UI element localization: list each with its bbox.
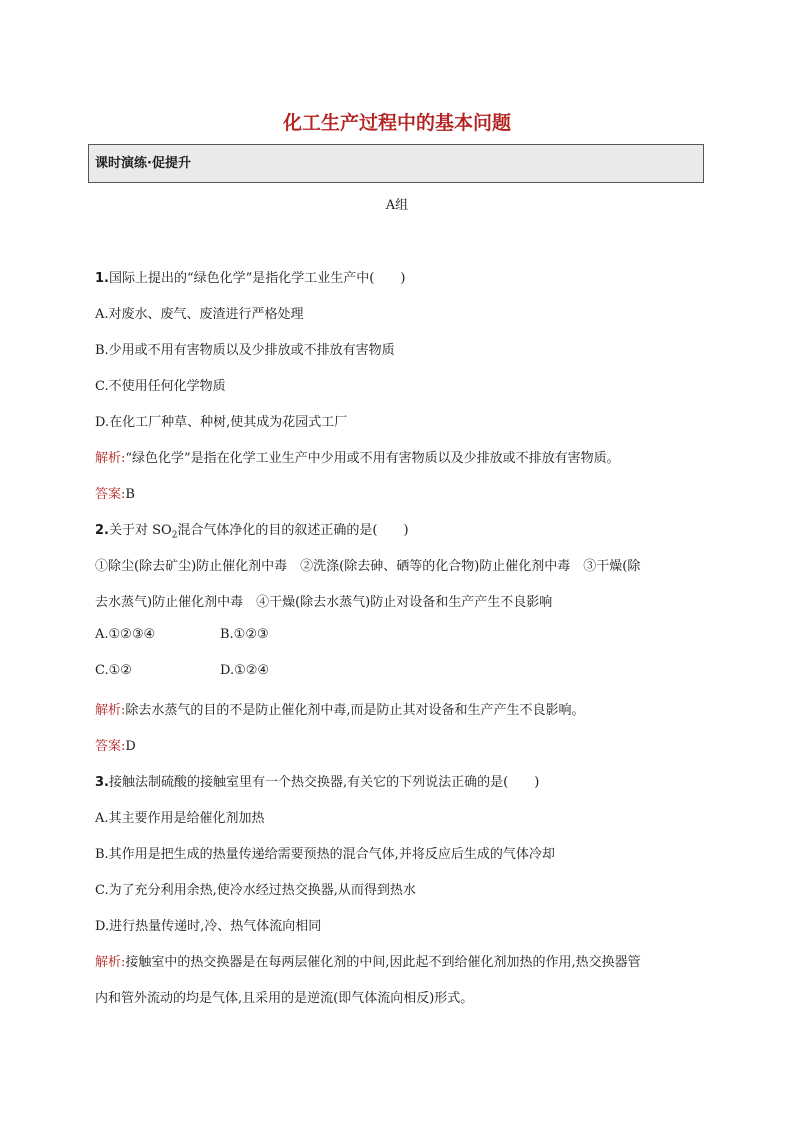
question-2-stem [95,519,409,541]
question-text-post: 混合气体净化的目的叙述正确的是( ) [177,523,409,538]
answer-label: 答案: [95,739,126,754]
question-2-option-d: D.①②④ [220,663,270,678]
group-label: A组 [385,198,409,213]
section-header [88,144,704,183]
question-1-option-c: C.不使用任何化学物质 [95,379,226,394]
question-2-statement-line-1: ①除尘(除去矿尘)防止催化剂中毒 ②洗涤(除去砷、硒等的化合物)防止催化剂中毒 ③干燥(除 [95,559,641,574]
question-1-stem [95,267,405,286]
page-title: 化工生产过程中的基本问题 [282,112,511,134]
question-3-option-b: B.其作用是把生成的热量传递给需要预热的混合气体,并将反应后生成的气体冷却 [95,847,555,862]
analysis-text: “绿色化学”是指在化学工业生产中少用或不用有害物质以及少排放或不排放有害物质。 [125,451,620,466]
answer-label: 答案: [95,487,126,502]
analysis-label: 解析: [95,703,126,718]
analysis-text: 除去水蒸气的目的不是防止催化剂中毒,而是防止其对设备和生产产生不良影响。 [125,703,585,718]
question-1-option-b: B.少用或不用有害物质以及少排放或不排放有害物质 [95,343,395,358]
question-text: 国际上提出的“绿色化学”是指化学工业生产中( ) [108,271,406,286]
question-number: 2. [95,523,109,538]
question-1-answer [95,483,135,502]
analysis-text: 接触室中的热交换器是在每两层催化剂的中间,因此起不到给催化剂加热的作用,热交换器管 [125,955,641,970]
question-text: 接触法制硫酸的接触室里有一个热交换器,有关它的下列说法正确的是( ) [108,775,540,790]
question-3-option-d: D.进行热量传递时,冷、热气体流向相同 [95,919,322,934]
question-2-options-row-1 [95,627,269,642]
answer-value: B [125,487,135,502]
subscript: 2 [171,530,178,541]
question-2-option-c: C.①② [95,663,132,678]
section-label: 课时演练·促提升 [95,156,191,171]
question-2-statement-line-2: 去水蒸气)防止催化剂中毒 ④干燥(除去水蒸气)防止对设备和生产产生不良影响 [95,595,553,610]
analysis-label: 解析: [95,451,126,466]
analysis-label: 解析: [95,955,126,970]
question-number: 3. [95,775,109,790]
question-3-analysis-line-2: 内和管外流动的均是气体,且采用的是逆流(即气体流向相反)形式。 [95,991,474,1006]
question-2-option-b: B.①②③ [220,627,269,642]
question-3-stem [95,771,539,790]
question-1-analysis [95,447,620,466]
question-number: 1. [95,271,109,286]
question-2-option-a: A.①②③④ [95,627,156,642]
question-2-answer [95,735,136,754]
question-text-pre: 关于对 SO [108,523,172,538]
question-1-option-d: D.在化工厂种草、种树,使其成为花园式工厂 [95,415,348,430]
question-2-options-row-2 [95,663,270,678]
question-2-analysis [95,699,585,718]
question-1-option-a: A.对废水、废气、废渣进行严格处理 [95,307,304,322]
answer-value: D [125,739,136,754]
question-3-option-c: C.为了充分利用余热,使冷水经过热交换器,从而得到热水 [95,883,416,898]
question-3-option-a: A.其主要作用是给催化剂加热 [95,811,265,826]
question-3-analysis-line-1 [95,951,641,970]
